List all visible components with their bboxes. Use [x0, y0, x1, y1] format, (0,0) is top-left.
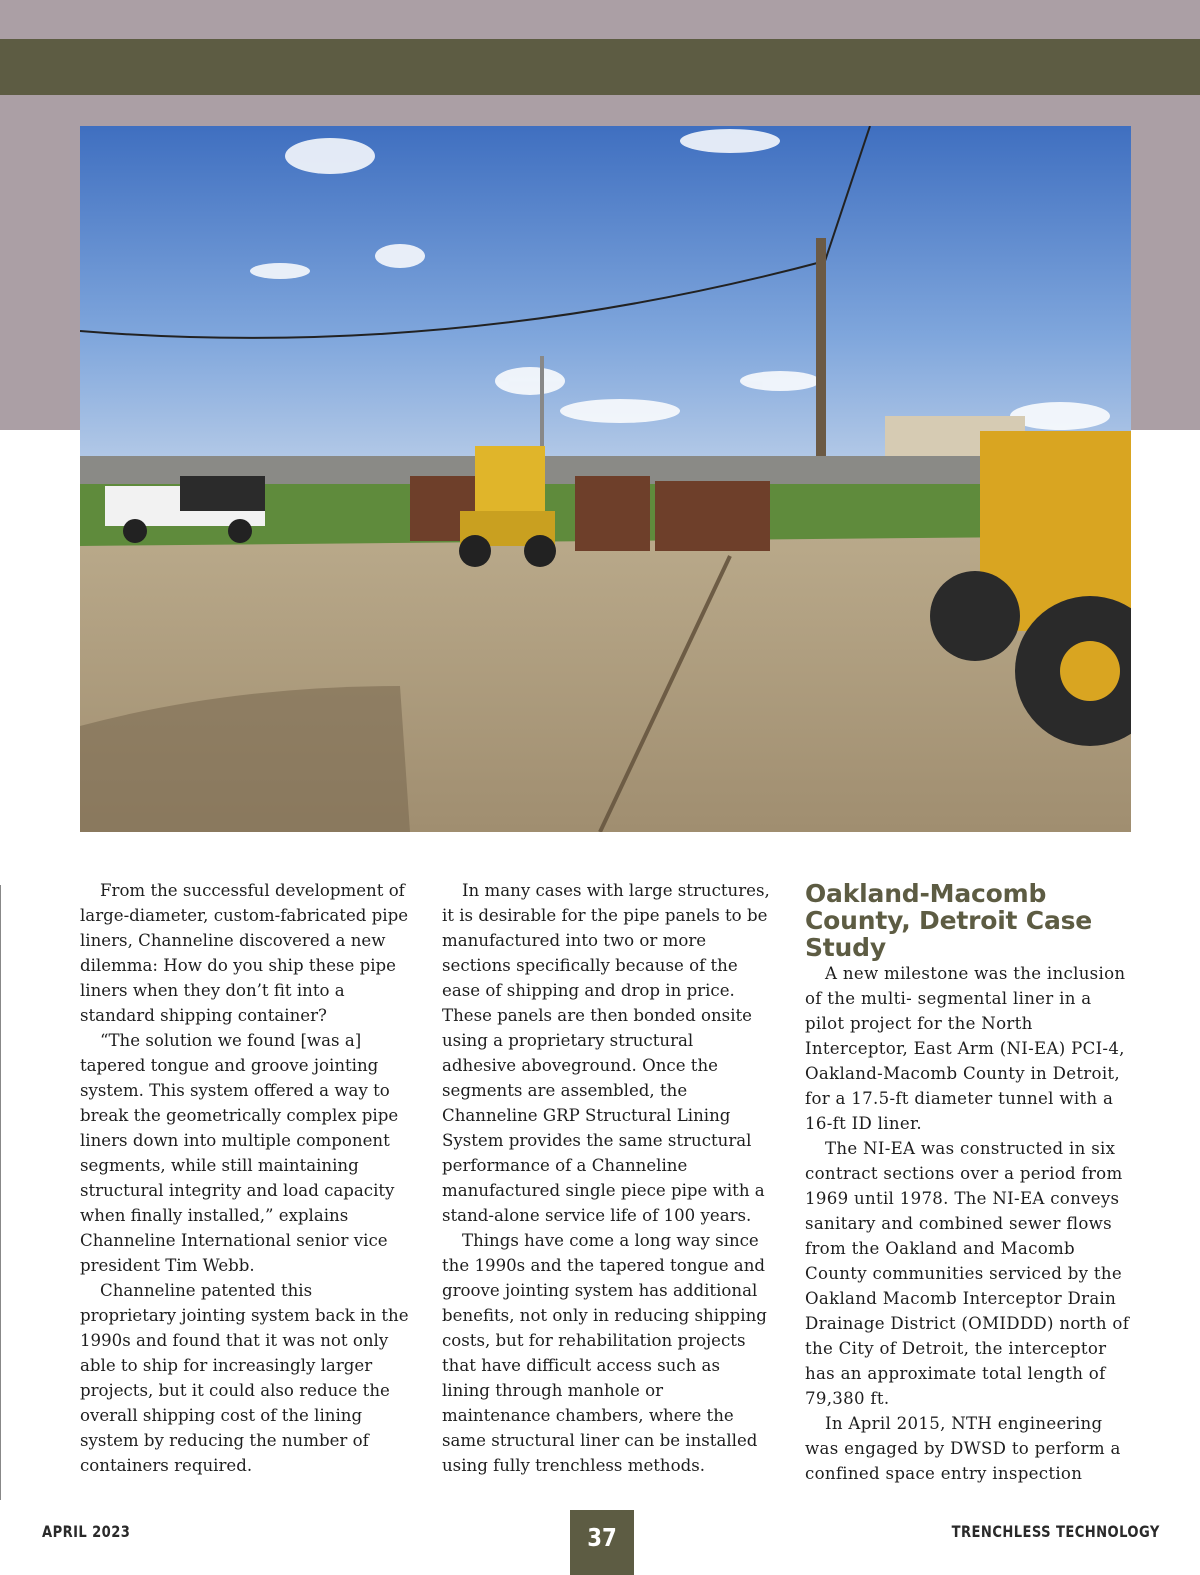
- paragraph: The NI-EA was constructed in six contract sections over a period from 1969 until 1978. The NI-EA conveys sanitary and combined sewer flows from the Oakland and Macomb County communities serviced by the Oakland Macomb Interceptor Drain Drainage District (OMIDDD) north of the City of Detroit, the interceptor has an approximate total length of 79,380 ft.: [805, 1139, 1130, 1408]
- paragraph: “The solution we found [was a] tapered tongue and groove jointing system. This system offered a way to break the geometrically complex pipe liners down into multiple component segments, while still maintaining structural integrity and load capacity when finally installed,” explains Channeline International senior vice president Tim Webb.: [80, 1031, 399, 1275]
- article-column-2: [442, 878, 772, 1478]
- header-stripe: [0, 39, 1200, 95]
- photo-illustration: [80, 126, 1131, 832]
- paragraph: From the successful development of large-diameter, custom-fabricated pipe liners, Channeline discovered a new dilemma: How do you ship these pipe liners when they don’t fit into a standard shipping container?: [80, 881, 409, 1025]
- left-margin-rule: [0, 885, 1, 1500]
- page-number-box: [570, 1510, 634, 1575]
- paragraph: A new milestone was the inclusion of the multi- segmental liner in a pilot project for the North Interceptor, East Arm (NI-EA) PCI-4, Oakland-Macomb County in Detroit, for a 17.5-ft diameter tunnel with a 16-ft ID liner.: [805, 964, 1126, 1133]
- footer-date: APRIL 2023: [42, 1522, 131, 1541]
- section-heading: Oakland-Macomb County, Detroit Case Study: [805, 879, 1093, 962]
- article-column-1: [80, 878, 410, 1478]
- paragraph: In April 2015, NTH engineering was engaged by DWSD to perform a confined space entry inspection: [805, 1414, 1121, 1483]
- paragraph: Channeline patented this proprietary jointing system back in the 1990s and found that it was not only able to ship for increasingly larger projects, but it could also reduce the overall shipping cost of the lining system by reducing the number of containers required.: [80, 1281, 409, 1475]
- paragraph: In many cases with large structures, it is desirable for the pipe panels to be manufactured into two or more sections specifically because of the ease of shipping and drop in price. These panels are then bonded onsite using a proprietary structural adhesive aboveground. Once the segments are assembled, the Channeline GRP Structural Lining System provides the same structural performance of a Channeline manufactured single piece pipe with a stand-alone service life of 100 years.: [442, 881, 770, 1225]
- page-number: 37: [587, 1523, 617, 1552]
- paragraph: Things have come a long way since the 1990s and the tapered tongue and groove jointing system has additional benefits, not only in reducing shipping costs, but for rehabilitation projects that have difficult access such as lining through manhole or maintenance chambers, where the same structural liner can be installed using fully trenchless methods.: [442, 1231, 767, 1475]
- article-column-3: [805, 878, 1130, 1486]
- construction-site-photo: [80, 126, 1131, 832]
- footer-publication: TRENCHLESS TECHNOLOGY: [951, 1522, 1160, 1541]
